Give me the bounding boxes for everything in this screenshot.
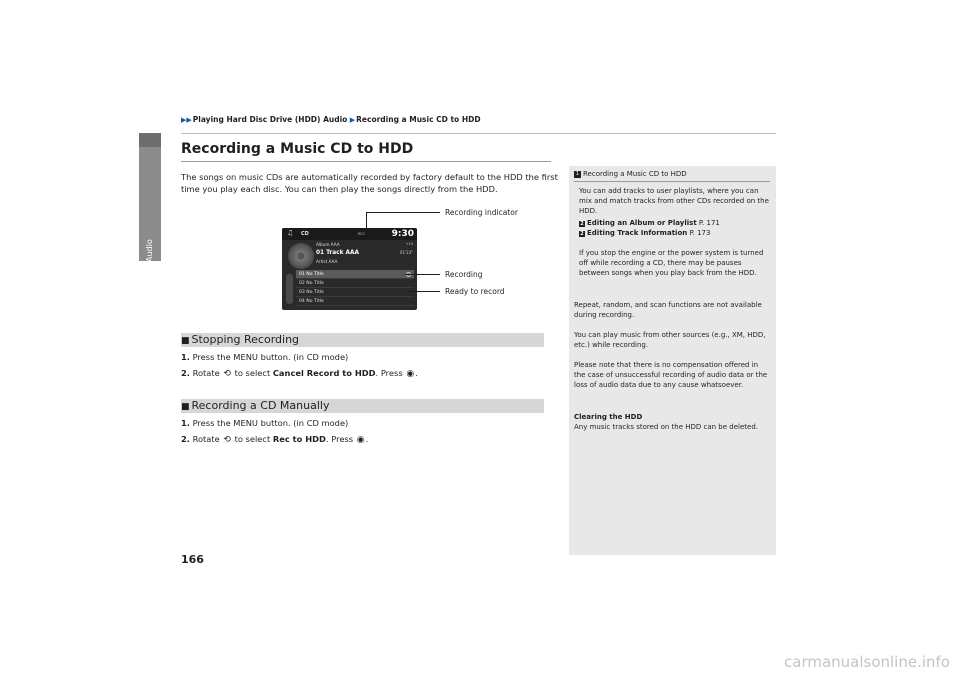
sidebar-paragraph: Any music tracks stored on the HDD can be deleted. xyxy=(574,423,758,431)
screen-track-list xyxy=(296,270,414,306)
screen-album: Album AAA xyxy=(316,242,340,247)
sidebar-subheading: Clearing the HDD xyxy=(574,413,643,421)
sidebar-link-row: 2 Editing an Album or Playlist P. 171 xyxy=(580,219,720,227)
reference-arrow-icon: 2 xyxy=(580,221,584,227)
breadcrumb-part-2[interactable]: Recording a Music CD to HDD xyxy=(356,115,481,124)
sidebar-paragraph: You can add tracks to user playlists, where you can mix and match tracks from other CDs recorded on the HDD. xyxy=(579,187,769,215)
intro-paragraph: The songs on music CDs are automatically recorded by factory default to the HDD the first time you play each disc. You can then play the songs directly from the HDD. xyxy=(181,172,558,194)
disc-icon xyxy=(288,243,314,269)
press-dial-icon: ◉ xyxy=(406,369,415,379)
callout-recording: Recording xyxy=(445,270,483,279)
sidebar-paragraph: You can play music from other sources (e.g., XM, HDD, etc.) while recording. xyxy=(574,331,766,349)
step-item: 2. Rotate ⟲ to select Cancel Record to HDD. Press ◉. xyxy=(181,368,418,379)
page-title: Recording a Music CD to HDD xyxy=(181,141,414,157)
title-divider xyxy=(181,161,551,162)
link-editing-album-playlist[interactable]: 2 Editing an Album or Playlist xyxy=(580,219,697,227)
reference-arrow-icon: 2 xyxy=(580,231,584,237)
sidebar-paragraph: Please note that there is no compensation offered in the case of unsuccessful recording of audio data or the loss of audio data due to any cause whatsoever. xyxy=(574,361,768,389)
side-tab-label: Audio xyxy=(145,239,154,263)
note-icon: 1 xyxy=(575,170,580,177)
watermark: carmanualsonline.info xyxy=(784,653,950,671)
press-dial-icon: ◉ xyxy=(356,435,365,445)
link-editing-track-info[interactable]: 2 Editing Track Information xyxy=(580,229,688,237)
header-divider xyxy=(181,133,776,134)
side-tab-marker xyxy=(139,133,161,147)
sidebar-divider xyxy=(574,181,770,182)
screen-time: 01'23" xyxy=(399,250,413,255)
callout-line xyxy=(405,274,440,275)
breadcrumb-arrow-icon: ▶▶ xyxy=(181,116,192,124)
scroll-bar xyxy=(286,274,293,304)
screen-clock: 9:30 xyxy=(391,229,414,239)
callout-line xyxy=(366,212,367,228)
sidebar-paragraph: If you stop the engine or the power system is turned off while recording a CD, there may be pauses between songs when you play back from the HDD. xyxy=(579,249,764,277)
section-heading-stopping-recording: ■ Stopping Recording xyxy=(181,333,544,347)
callout-ready-to-record: Ready to record xyxy=(445,287,505,296)
breadcrumb-arrow-icon: ▶ xyxy=(347,116,356,124)
square-bullet-icon: ■ xyxy=(181,402,190,412)
callout-recording-indicator: Recording indicator xyxy=(445,208,518,217)
breadcrumb-part-1[interactable]: Playing Hard Disc Drive (HDD) Audio xyxy=(192,115,348,124)
screen-artist: Artist AAA xyxy=(316,259,338,264)
sidebar-paragraph: Repeat, random, and scan functions are not available during recording. xyxy=(574,301,762,319)
music-note-icon: ♫ xyxy=(287,229,294,237)
screen-volume: +15 xyxy=(405,242,413,246)
list-item: 02 No Title xyxy=(296,279,414,288)
audio-screen-illustration xyxy=(282,228,417,310)
rotate-dial-icon: ⟲ xyxy=(223,435,231,445)
list-item: 01 No Title xyxy=(296,270,414,279)
section-heading-recording-manually: ■ Recording a CD Manually xyxy=(181,399,544,413)
callout-line xyxy=(366,212,440,213)
breadcrumb xyxy=(181,115,481,124)
screen-track: 01 Track AAA xyxy=(316,250,359,256)
list-item: 03 No Title xyxy=(296,288,414,297)
page-number: 166 xyxy=(181,553,204,566)
rotate-dial-icon: ⟲ xyxy=(223,369,231,379)
square-bullet-icon: ■ xyxy=(181,336,190,346)
step-item: 1. Press the MENU button. (in CD mode) xyxy=(181,418,349,428)
step-item: 2. Rotate ⟲ to select Rec to HDD. Press ◉. xyxy=(181,434,369,445)
step-item: 1. Press the MENU button. (in CD mode) xyxy=(181,352,349,362)
screen-recording-indicator: REC xyxy=(358,232,366,236)
sidebar-heading: 1 Recording a Music CD to HDD xyxy=(575,170,687,178)
screen-source: CD xyxy=(301,231,309,237)
sidebar-link-row: 2 Editing Track Information P. 173 xyxy=(580,229,711,237)
list-item: 04 No Title xyxy=(296,297,414,306)
callout-line xyxy=(405,291,440,292)
